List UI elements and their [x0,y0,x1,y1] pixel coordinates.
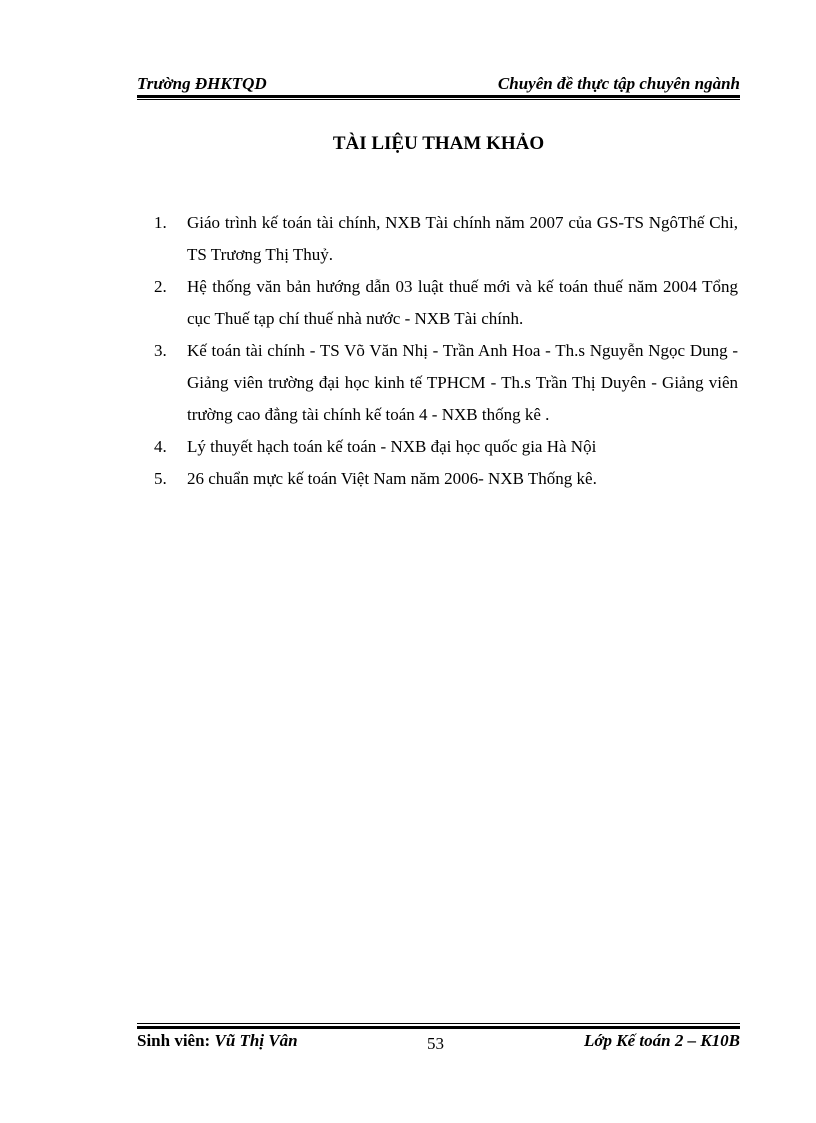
reference-number: 4. [154,437,167,456]
reference-item [137,271,738,335]
reference-list [137,207,738,495]
reference-text: Lý thuyết hạch toán kế toán - NXB đại học quốc gia Hà Nội [187,437,597,456]
footer-class: Lớp Kế toán 2 – K10B [584,1031,740,1050]
reference-item [137,431,738,463]
page-title: TÀI LIỆU THAM KHẢO [332,133,545,154]
reference-text: Hệ thống văn bản hướng dẫn 03 luật thuế mới và kế toán thuế năm 2004 Tổng cục Thuế tạp chí thuế nhà nước - NXB Tài chính. [187,277,738,328]
student-name: Vũ Thị Vân [214,1031,298,1050]
page-header [137,74,740,94]
header-doc-type: Chuyên đề thực tập chuyên ngành [497,74,740,93]
reference-text: Giáo trình kế toán tài chính, NXB Tài chính năm 2007 của GS-TS NgôThế Chi, TS Trương Thị Thuỷ. [187,213,738,264]
footer-student [137,1031,298,1051]
reference-number: 3. [154,341,167,360]
reference-number: 1. [154,213,167,232]
page-footer [137,1031,740,1053]
header-rule [137,95,740,98]
reference-item [137,335,738,431]
footer-rule-thin [137,1023,740,1024]
reference-number: 2. [154,277,167,296]
reference-text: Kế toán tài chính - TS Võ Văn Nhị - Trần Anh Hoa - Th.s Nguyễn Ngọc Dung - Giảng viên trường đại học kinh tế TPHCM - Th.s Trần Thị Duyên - Giảng viên trường cao đẳng tài chính kế toán 4 - NXB thống kê . [187,341,738,424]
reference-number: 5. [154,469,167,488]
header-school: Trường ĐHKTQD [137,74,267,93]
student-label: Sinh viên: [137,1031,215,1050]
reference-item [137,463,738,495]
header-rule-thin [137,99,740,100]
reference-item [137,207,738,271]
reference-text: 26 chuẩn mực kế toán Việt Nam năm 2006- NXB Thống kê. [187,469,597,488]
footer-rule [137,1026,740,1029]
page-number: 53 [427,1034,444,1053]
